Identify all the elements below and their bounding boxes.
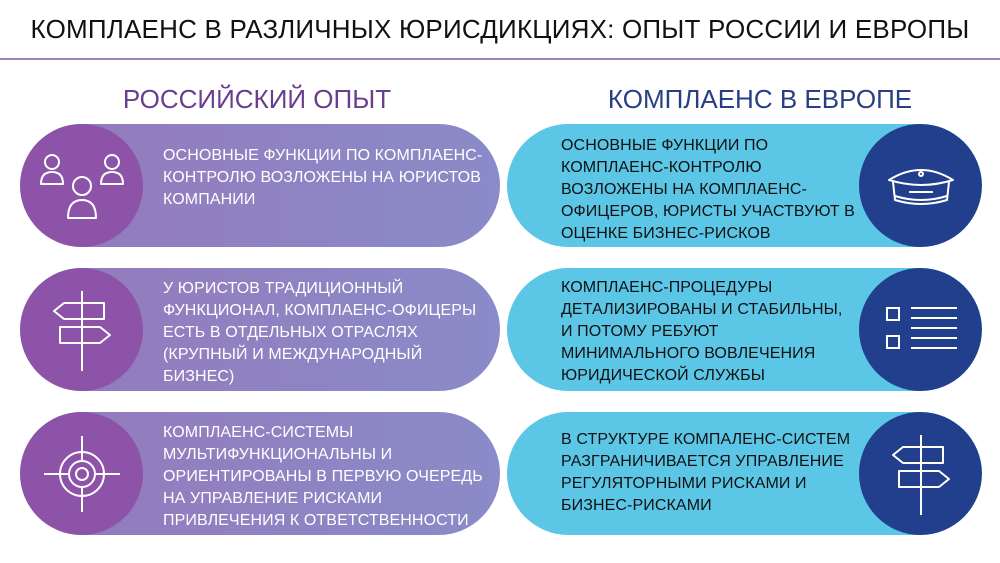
signpost-icon: [881, 429, 961, 519]
left-item-1-icon-circle: [20, 124, 143, 247]
right-item-3: [507, 412, 982, 535]
left-item-2-text: У ЮРИСТОВ ТРАДИЦИОННЫЙ ФУНКЦИОНАЛ, КОМПЛАЕНС-ОФИЦЕРЫ ЕСТЬ В ОТДЕЛЬНЫХ ОТРАСЛЯХ (КРУПНЫЙ И МЕЖДУНАРОДНЫЙ БИЗНЕС): [163, 280, 477, 385]
right-item-3-text: В СТРУКТУРЕ КОМПАЛЕНС-СИСТЕМ РАЗГРАНИЧИВАЕТСЯ УПРАВЛЕНИЕ РЕГУЛЯТОРНЫМИ РИСКАМИ И БИЗНЕС-РИСКАМИ: [561, 431, 851, 514]
right-item-1-icon-circle: [859, 124, 982, 247]
right-item-3-icon-circle: [859, 412, 982, 535]
right-item-1: [507, 124, 982, 247]
left-item-3-icon-circle: [20, 412, 143, 535]
target-icon: [40, 432, 124, 516]
left-item-1-text: ОСНОВНЫЕ ФУНКЦИИ ПО КОМПЛАЕНС-КОНТРОЛЮ ВОЗЛОЖЕНЫ НА ЮРИСТОВ КОМПАНИИ: [163, 147, 483, 208]
checklist-icon: [879, 298, 963, 362]
signpost-icon: [42, 285, 122, 375]
left-item-2-icon-circle: [20, 268, 143, 391]
left-item-1: [20, 124, 500, 247]
right-item-2: [507, 268, 982, 391]
title-divider: [0, 58, 1000, 60]
right-item-1-text: ОСНОВНЫЕ ФУНКЦИИ ПО КОМПЛАЕНС-КОНТРОЛЮ ВОЗЛОЖЕНЫ НА КОМПЛАЕНС-ОФИЦЕРОВ, ЮРИСТЫ УЧАСТВУЮТ В ОЦЕНКЕ БИЗНЕС-РИСКОВ: [561, 137, 855, 242]
right-column-heading: КОМПЛАЕНС В ЕВРОПЕ: [607, 84, 913, 114]
left-item-3: [20, 412, 500, 535]
officer-cap-icon: [879, 156, 963, 216]
page-title: КОМПЛАЕНС В РАЗЛИЧНЫХ ЮРИСДИКЦИЯХ: ОПЫТ РОССИИ И ЕВРОПЫ: [30, 14, 970, 44]
right-item-2-text: КОМПЛАЕНС-ПРОЦЕДУРЫ ДЕТАЛИЗИРОВАНЫ И СТАБИЛЬНЫ, И ПОТОМУ РЕБУЮТ МИНИМАЛЬНОГО ВОВЛЕЧЕНИЯ ЮРИДИЧЕСКОЙ СЛУЖБЫ: [561, 279, 843, 384]
right-item-2-icon-circle: [859, 268, 982, 391]
people-icon: [32, 146, 132, 226]
left-item-2: [20, 268, 500, 391]
left-column-heading: РОССИЙСКИЙ ОПЫТ: [122, 84, 392, 114]
left-item-3-text: КОМПЛАЕНС-СИСТЕМЫ МУЛЬТИФУНКЦИОНАЛЬНЫ И ОРИЕНТИРОВАНЫ В ПЕРВУЮ ОЧЕРЕДЬ НА УПРАВЛЕНИЕ РИСКАМИ ПРИВЛЕЧЕНИЯ К ОТВЕТСТВЕННОСТИ: [163, 424, 483, 529]
